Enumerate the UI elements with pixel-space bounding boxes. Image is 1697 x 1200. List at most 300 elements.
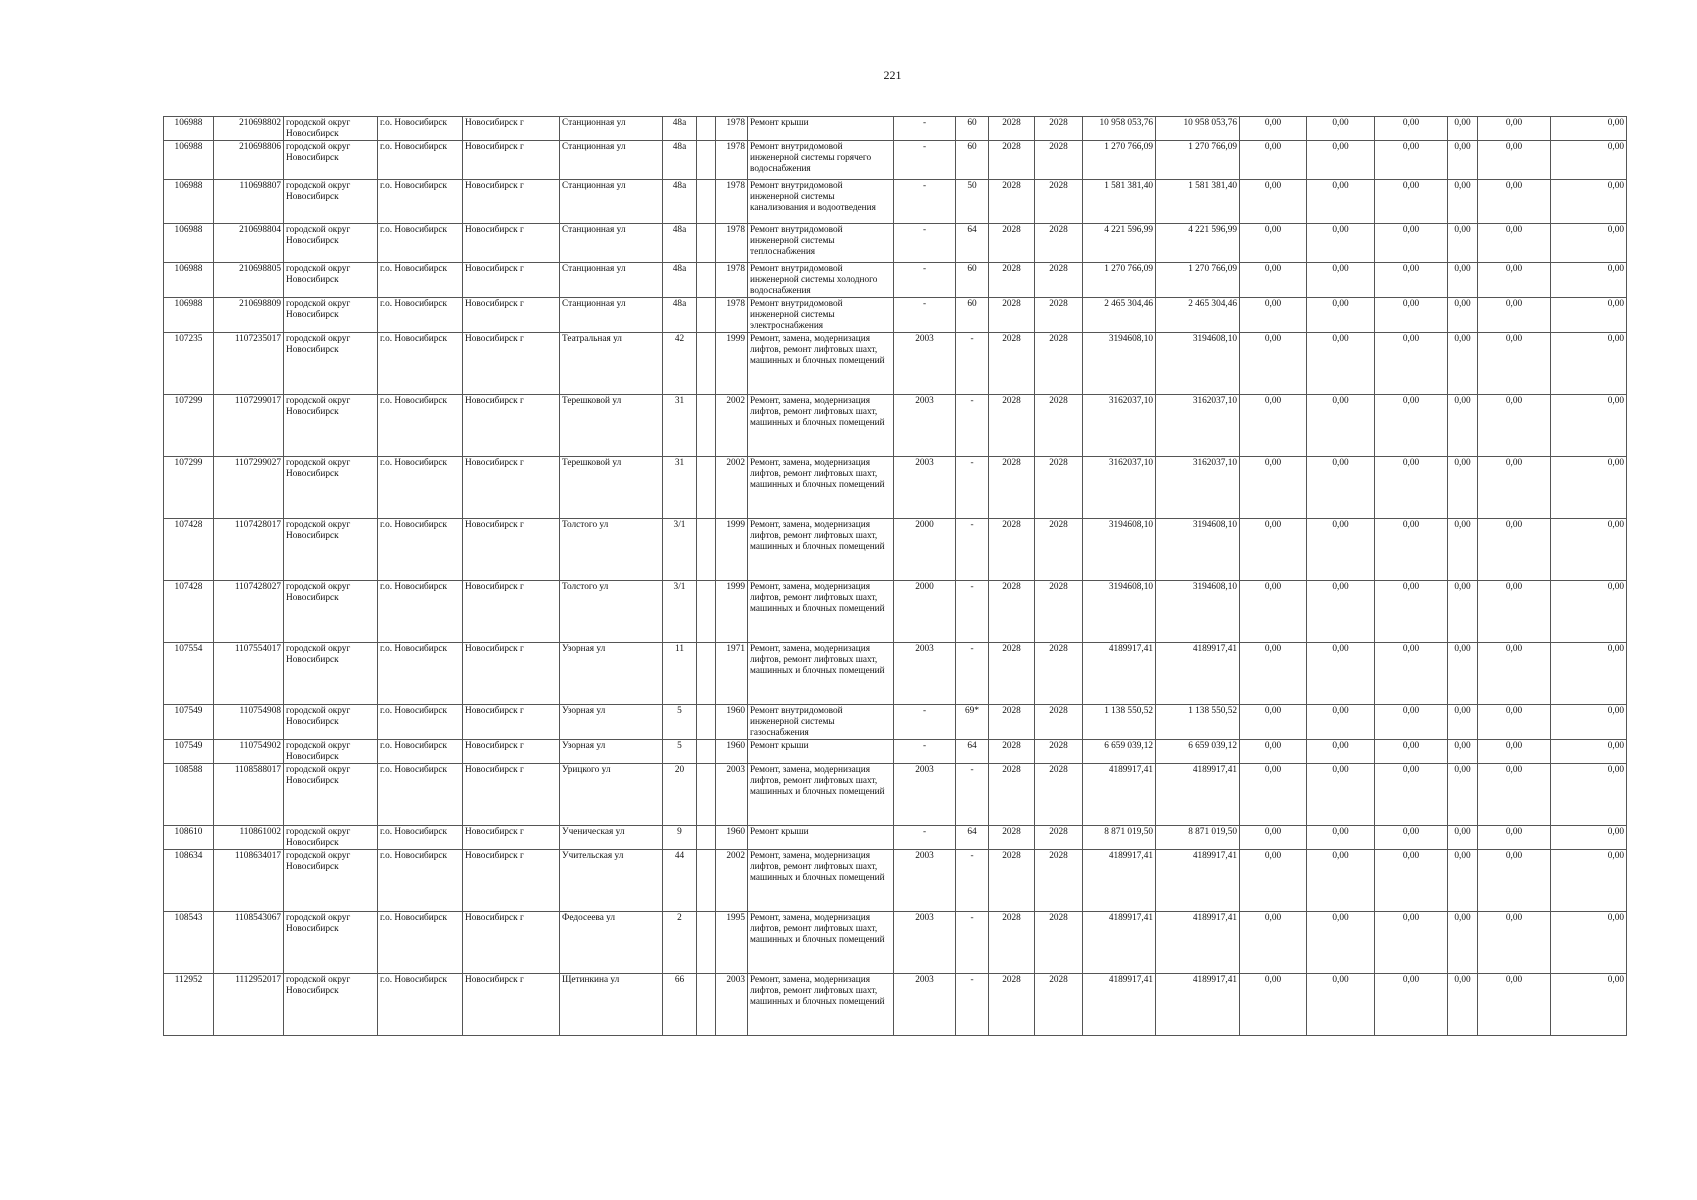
build-year-cell: 1971	[716, 643, 748, 705]
house-number-cell: 42	[663, 333, 697, 395]
house-id-cell: 106988	[164, 224, 214, 263]
fund-4-cell: 0,00	[1448, 740, 1478, 764]
city-cell: Новосибирск г	[463, 141, 560, 180]
fund-1-cell: 0,00	[1240, 141, 1307, 180]
fund-6-cell: 0,00	[1551, 740, 1627, 764]
regional-fund-cell: 6 659 039,12	[1156, 740, 1240, 764]
house-number-cell: 20	[663, 764, 697, 826]
fund-5-cell: 0,00	[1478, 740, 1551, 764]
work-code-cell: 210698806	[214, 141, 284, 180]
street-cell: Федосеева ул	[560, 912, 663, 974]
street-cell: Станционная ул	[560, 263, 663, 298]
municipality-cell: городской округ Новосибирск	[284, 117, 378, 141]
build-year-cell: 1960	[716, 705, 748, 740]
last-repair-year-cell: -	[894, 180, 956, 224]
total-cost-cell: 8 871 019,50	[1083, 826, 1156, 850]
regional-fund-cell: 1 138 550,52	[1156, 705, 1240, 740]
last-repair-year-cell: 2000	[894, 519, 956, 581]
city-cell: Новосибирск г	[463, 826, 560, 850]
total-cost-cell: 3194608,10	[1083, 333, 1156, 395]
plan-end-year-cell: 2028	[1035, 850, 1083, 912]
building-cell	[697, 395, 716, 457]
street-cell: Станционная ул	[560, 180, 663, 224]
city-cell: Новосибирск г	[463, 643, 560, 705]
fund-1-cell: 0,00	[1240, 974, 1307, 1036]
wear-percent-cell: -	[956, 764, 989, 826]
regional-fund-cell: 4 221 596,99	[1156, 224, 1240, 263]
plan-end-year-cell: 2028	[1035, 974, 1083, 1036]
work-code-cell: 1107235017	[214, 333, 284, 395]
fund-3-cell: 0,00	[1375, 581, 1448, 643]
settlement-cell: г.о. Новосибирск	[378, 298, 463, 333]
settlement-cell: г.о. Новосибирск	[378, 974, 463, 1036]
settlement-cell: г.о. Новосибирск	[378, 643, 463, 705]
city-cell: Новосибирск г	[463, 263, 560, 298]
build-year-cell: 1999	[716, 333, 748, 395]
plan-end-year-cell: 2028	[1035, 180, 1083, 224]
settlement-cell: г.о. Новосибирск	[378, 457, 463, 519]
fund-6-cell: 0,00	[1551, 263, 1627, 298]
plan-start-year-cell: 2028	[989, 581, 1035, 643]
wear-percent-cell: 50	[956, 180, 989, 224]
build-year-cell: 1978	[716, 263, 748, 298]
plan-start-year-cell: 2028	[989, 705, 1035, 740]
house-number-cell: 2	[663, 912, 697, 974]
regional-fund-cell: 3194608,10	[1156, 581, 1240, 643]
street-cell: Узорная ул	[560, 705, 663, 740]
fund-5-cell: 0,00	[1478, 117, 1551, 141]
build-year-cell: 1960	[716, 740, 748, 764]
fund-1-cell: 0,00	[1240, 826, 1307, 850]
plan-start-year-cell: 2028	[989, 457, 1035, 519]
plan-end-year-cell: 2028	[1035, 912, 1083, 974]
regional-fund-cell: 3194608,10	[1156, 333, 1240, 395]
last-repair-year-cell: 2003	[894, 764, 956, 826]
total-cost-cell: 4189917,41	[1083, 850, 1156, 912]
plan-end-year-cell: 2028	[1035, 298, 1083, 333]
total-cost-cell: 10 958 053,76	[1083, 117, 1156, 141]
work-code-cell: 110698807	[214, 180, 284, 224]
house-number-cell: 48а	[663, 180, 697, 224]
work-type-cell: Ремонт, замена, модернизация лифтов, ремонт лифтовых шахт, машинных и блочных помещений	[748, 912, 894, 974]
municipality-cell: городской округ Новосибирск	[284, 764, 378, 826]
street-cell: Щетинкина ул	[560, 974, 663, 1036]
settlement-cell: г.о. Новосибирск	[378, 581, 463, 643]
fund-2-cell: 0,00	[1307, 395, 1375, 457]
build-year-cell: 1999	[716, 519, 748, 581]
municipality-cell: городской округ Новосибирск	[284, 974, 378, 1036]
house-number-cell: 48а	[663, 117, 697, 141]
house-number-cell: 11	[663, 643, 697, 705]
fund-1-cell: 0,00	[1240, 581, 1307, 643]
last-repair-year-cell: -	[894, 141, 956, 180]
work-type-cell: Ремонт, замена, модернизация лифтов, ремонт лифтовых шахт, машинных и блочных помещений	[748, 764, 894, 826]
last-repair-year-cell: -	[894, 298, 956, 333]
fund-4-cell: 0,00	[1448, 912, 1478, 974]
fund-1-cell: 0,00	[1240, 117, 1307, 141]
house-number-cell: 3/1	[663, 581, 697, 643]
work-code-cell: 210698809	[214, 298, 284, 333]
municipality-cell: городской округ Новосибирск	[284, 581, 378, 643]
regional-fund-cell: 8 871 019,50	[1156, 826, 1240, 850]
house-id-cell: 106988	[164, 298, 214, 333]
fund-5-cell: 0,00	[1478, 224, 1551, 263]
house-number-cell: 9	[663, 826, 697, 850]
work-code-cell: 1108588017	[214, 764, 284, 826]
plan-start-year-cell: 2028	[989, 643, 1035, 705]
work-code-cell: 1107428017	[214, 519, 284, 581]
street-cell: Станционная ул	[560, 141, 663, 180]
fund-2-cell: 0,00	[1307, 764, 1375, 826]
plan-start-year-cell: 2028	[989, 298, 1035, 333]
work-type-cell: Ремонт внутридомовой инженерной системы электроснабжения	[748, 298, 894, 333]
work-type-cell: Ремонт внутридомовой инженерной системы теплоснабжения	[748, 224, 894, 263]
house-number-cell: 48а	[663, 263, 697, 298]
last-repair-year-cell: -	[894, 826, 956, 850]
table-row	[164, 581, 1627, 643]
street-cell: Толстого ул	[560, 581, 663, 643]
work-type-cell: Ремонт, замена, модернизация лифтов, ремонт лифтовых шахт, машинных и блочных помещений	[748, 643, 894, 705]
fund-3-cell: 0,00	[1375, 263, 1448, 298]
city-cell: Новосибирск г	[463, 117, 560, 141]
building-cell	[697, 912, 716, 974]
settlement-cell: г.о. Новосибирск	[378, 395, 463, 457]
wear-percent-cell: -	[956, 974, 989, 1036]
municipality-cell: городской округ Новосибирск	[284, 298, 378, 333]
plan-start-year-cell: 2028	[989, 850, 1035, 912]
fund-6-cell: 0,00	[1551, 705, 1627, 740]
work-code-cell: 1107299027	[214, 457, 284, 519]
plan-start-year-cell: 2028	[989, 263, 1035, 298]
plan-start-year-cell: 2028	[989, 333, 1035, 395]
house-id-cell: 108634	[164, 850, 214, 912]
table-row	[164, 298, 1627, 333]
table-row	[164, 705, 1627, 740]
fund-1-cell: 0,00	[1240, 850, 1307, 912]
fund-2-cell: 0,00	[1307, 141, 1375, 180]
last-repair-year-cell: 2003	[894, 912, 956, 974]
building-cell	[697, 974, 716, 1036]
fund-1-cell: 0,00	[1240, 263, 1307, 298]
house-id-cell: 107549	[164, 740, 214, 764]
fund-2-cell: 0,00	[1307, 519, 1375, 581]
fund-1-cell: 0,00	[1240, 740, 1307, 764]
fund-5-cell: 0,00	[1478, 180, 1551, 224]
city-cell: Новосибирск г	[463, 224, 560, 263]
total-cost-cell: 1 138 550,52	[1083, 705, 1156, 740]
fund-6-cell: 0,00	[1551, 298, 1627, 333]
house-number-cell: 66	[663, 974, 697, 1036]
fund-4-cell: 0,00	[1448, 395, 1478, 457]
fund-2-cell: 0,00	[1307, 705, 1375, 740]
municipality-cell: городской округ Новосибирск	[284, 705, 378, 740]
fund-2-cell: 0,00	[1307, 643, 1375, 705]
fund-3-cell: 0,00	[1375, 117, 1448, 141]
house-id-cell: 107299	[164, 457, 214, 519]
fund-1-cell: 0,00	[1240, 180, 1307, 224]
wear-percent-cell: -	[956, 457, 989, 519]
wear-percent-cell: 60	[956, 298, 989, 333]
settlement-cell: г.о. Новосибирск	[378, 764, 463, 826]
settlement-cell: г.о. Новосибирск	[378, 740, 463, 764]
settlement-cell: г.о. Новосибирск	[378, 117, 463, 141]
table-row	[164, 764, 1627, 826]
fund-5-cell: 0,00	[1478, 333, 1551, 395]
fund-4-cell: 0,00	[1448, 333, 1478, 395]
table-row	[164, 912, 1627, 974]
work-type-cell: Ремонт внутридомовой инженерной системы канализования и водоотведения	[748, 180, 894, 224]
build-year-cell: 2003	[716, 764, 748, 826]
table-row	[164, 263, 1627, 298]
street-cell: Станционная ул	[560, 224, 663, 263]
fund-2-cell: 0,00	[1307, 850, 1375, 912]
city-cell: Новосибирск г	[463, 180, 560, 224]
work-type-cell: Ремонт внутридомовой инженерной системы горячего водоснабжения	[748, 141, 894, 180]
settlement-cell: г.о. Новосибирск	[378, 333, 463, 395]
fund-4-cell: 0,00	[1448, 850, 1478, 912]
table-row	[164, 180, 1627, 224]
city-cell: Новосибирск г	[463, 912, 560, 974]
municipality-cell: городской округ Новосибирск	[284, 457, 378, 519]
plan-start-year-cell: 2028	[989, 519, 1035, 581]
city-cell: Новосибирск г	[463, 333, 560, 395]
plan-end-year-cell: 2028	[1035, 457, 1083, 519]
fund-6-cell: 0,00	[1551, 180, 1627, 224]
work-type-cell: Ремонт, замена, модернизация лифтов, ремонт лифтовых шахт, машинных и блочных помещений	[748, 850, 894, 912]
work-type-cell: Ремонт внутридомовой инженерной системы холодного водоснабжения	[748, 263, 894, 298]
fund-3-cell: 0,00	[1375, 141, 1448, 180]
settlement-cell: г.о. Новосибирск	[378, 141, 463, 180]
plan-end-year-cell: 2028	[1035, 333, 1083, 395]
fund-3-cell: 0,00	[1375, 298, 1448, 333]
work-type-cell: Ремонт, замена, модернизация лифтов, ремонт лифтовых шахт, машинных и блочных помещений	[748, 581, 894, 643]
plan-start-year-cell: 2028	[989, 117, 1035, 141]
fund-3-cell: 0,00	[1375, 705, 1448, 740]
municipality-cell: городской округ Новосибирск	[284, 912, 378, 974]
regional-fund-cell: 3162037,10	[1156, 457, 1240, 519]
municipality-cell: городской округ Новосибирск	[284, 224, 378, 263]
build-year-cell: 1978	[716, 224, 748, 263]
fund-6-cell: 0,00	[1551, 850, 1627, 912]
total-cost-cell: 3162037,10	[1083, 457, 1156, 519]
regional-fund-cell: 3162037,10	[1156, 395, 1240, 457]
street-cell: Узорная ул	[560, 643, 663, 705]
wear-percent-cell: -	[956, 643, 989, 705]
fund-5-cell: 0,00	[1478, 974, 1551, 1036]
building-cell	[697, 705, 716, 740]
total-cost-cell: 2 465 304,46	[1083, 298, 1156, 333]
city-cell: Новосибирск г	[463, 298, 560, 333]
plan-start-year-cell: 2028	[989, 224, 1035, 263]
street-cell: Учительская ул	[560, 850, 663, 912]
fund-4-cell: 0,00	[1448, 826, 1478, 850]
fund-1-cell: 0,00	[1240, 643, 1307, 705]
fund-4-cell: 0,00	[1448, 298, 1478, 333]
work-code-cell: 110754908	[214, 705, 284, 740]
build-year-cell: 2002	[716, 395, 748, 457]
total-cost-cell: 1 581 381,40	[1083, 180, 1156, 224]
building-cell	[697, 117, 716, 141]
fund-1-cell: 0,00	[1240, 912, 1307, 974]
fund-5-cell: 0,00	[1478, 826, 1551, 850]
building-cell	[697, 581, 716, 643]
last-repair-year-cell: -	[894, 705, 956, 740]
settlement-cell: г.о. Новосибирск	[378, 263, 463, 298]
plan-start-year-cell: 2028	[989, 141, 1035, 180]
wear-percent-cell: -	[956, 581, 989, 643]
regional-fund-cell: 4189917,41	[1156, 643, 1240, 705]
work-code-cell: 1107554017	[214, 643, 284, 705]
house-id-cell: 106988	[164, 180, 214, 224]
fund-5-cell: 0,00	[1478, 643, 1551, 705]
city-cell: Новосибирск г	[463, 705, 560, 740]
work-code-cell: 1107299017	[214, 395, 284, 457]
build-year-cell: 1960	[716, 826, 748, 850]
building-cell	[697, 333, 716, 395]
city-cell: Новосибирск г	[463, 740, 560, 764]
last-repair-year-cell: 2003	[894, 974, 956, 1036]
house-id-cell: 106988	[164, 263, 214, 298]
building-cell	[697, 519, 716, 581]
fund-6-cell: 0,00	[1551, 974, 1627, 1036]
building-cell	[697, 850, 716, 912]
regional-fund-cell: 4189917,41	[1156, 764, 1240, 826]
fund-4-cell: 0,00	[1448, 224, 1478, 263]
fund-6-cell: 0,00	[1551, 826, 1627, 850]
municipality-cell: городской округ Новосибирск	[284, 263, 378, 298]
fund-2-cell: 0,00	[1307, 581, 1375, 643]
regional-fund-cell: 10 958 053,76	[1156, 117, 1240, 141]
table-row	[164, 643, 1627, 705]
work-code-cell: 110861002	[214, 826, 284, 850]
last-repair-year-cell: 2003	[894, 395, 956, 457]
street-cell: Станционная ул	[560, 117, 663, 141]
regional-fund-cell: 4189917,41	[1156, 850, 1240, 912]
fund-6-cell: 0,00	[1551, 643, 1627, 705]
fund-3-cell: 0,00	[1375, 333, 1448, 395]
table-row	[164, 224, 1627, 263]
building-cell	[697, 764, 716, 826]
last-repair-year-cell: -	[894, 117, 956, 141]
street-cell: Толстого ул	[560, 519, 663, 581]
house-id-cell: 108543	[164, 912, 214, 974]
house-id-cell: 107554	[164, 643, 214, 705]
fund-1-cell: 0,00	[1240, 519, 1307, 581]
building-cell	[697, 141, 716, 180]
house-id-cell: 112952	[164, 974, 214, 1036]
fund-2-cell: 0,00	[1307, 912, 1375, 974]
total-cost-cell: 4189917,41	[1083, 974, 1156, 1036]
work-code-cell: 1108634017	[214, 850, 284, 912]
fund-6-cell: 0,00	[1551, 519, 1627, 581]
fund-2-cell: 0,00	[1307, 457, 1375, 519]
building-cell	[697, 298, 716, 333]
house-id-cell: 107549	[164, 705, 214, 740]
fund-1-cell: 0,00	[1240, 395, 1307, 457]
fund-4-cell: 0,00	[1448, 974, 1478, 1036]
house-number-cell: 3/1	[663, 519, 697, 581]
plan-start-year-cell: 2028	[989, 395, 1035, 457]
regional-fund-cell: 4189917,41	[1156, 974, 1240, 1036]
municipality-cell: городской округ Новосибирск	[284, 740, 378, 764]
regional-fund-cell: 1 581 381,40	[1156, 180, 1240, 224]
regional-fund-cell: 1 270 766,09	[1156, 263, 1240, 298]
settlement-cell: г.о. Новосибирск	[378, 912, 463, 974]
fund-4-cell: 0,00	[1448, 117, 1478, 141]
total-cost-cell: 1 270 766,09	[1083, 141, 1156, 180]
building-cell	[697, 643, 716, 705]
street-cell: Терешковой ул	[560, 457, 663, 519]
wear-percent-cell: 60	[956, 263, 989, 298]
fund-1-cell: 0,00	[1240, 457, 1307, 519]
fund-1-cell: 0,00	[1240, 764, 1307, 826]
municipality-cell: городской округ Новосибирск	[284, 850, 378, 912]
fund-5-cell: 0,00	[1478, 141, 1551, 180]
city-cell: Новосибирск г	[463, 395, 560, 457]
table-row	[164, 740, 1627, 764]
house-number-cell: 48а	[663, 141, 697, 180]
wear-percent-cell: -	[956, 519, 989, 581]
total-cost-cell: 3194608,10	[1083, 581, 1156, 643]
table-row	[164, 117, 1627, 141]
plan-end-year-cell: 2028	[1035, 740, 1083, 764]
fund-3-cell: 0,00	[1375, 764, 1448, 826]
regional-fund-cell: 4189917,41	[1156, 912, 1240, 974]
table-row	[164, 333, 1627, 395]
fund-5-cell: 0,00	[1478, 457, 1551, 519]
build-year-cell: 1999	[716, 581, 748, 643]
total-cost-cell: 3194608,10	[1083, 519, 1156, 581]
fund-5-cell: 0,00	[1478, 764, 1551, 826]
fund-2-cell: 0,00	[1307, 180, 1375, 224]
fund-2-cell: 0,00	[1307, 224, 1375, 263]
last-repair-year-cell: -	[894, 740, 956, 764]
fund-4-cell: 0,00	[1448, 643, 1478, 705]
total-cost-cell: 4 221 596,99	[1083, 224, 1156, 263]
house-number-cell: 48а	[663, 298, 697, 333]
fund-6-cell: 0,00	[1551, 581, 1627, 643]
fund-5-cell: 0,00	[1478, 298, 1551, 333]
fund-5-cell: 0,00	[1478, 581, 1551, 643]
fund-4-cell: 0,00	[1448, 457, 1478, 519]
house-number-cell: 44	[663, 850, 697, 912]
city-cell: Новосибирск г	[463, 581, 560, 643]
fund-5-cell: 0,00	[1478, 705, 1551, 740]
house-id-cell: 108588	[164, 764, 214, 826]
fund-5-cell: 0,00	[1478, 519, 1551, 581]
settlement-cell: г.о. Новосибирск	[378, 180, 463, 224]
plan-end-year-cell: 2028	[1035, 581, 1083, 643]
fund-4-cell: 0,00	[1448, 519, 1478, 581]
fund-5-cell: 0,00	[1478, 850, 1551, 912]
fund-6-cell: 0,00	[1551, 764, 1627, 826]
last-repair-year-cell: 2003	[894, 333, 956, 395]
work-type-cell: Ремонт крыши	[748, 740, 894, 764]
city-cell: Новосибирск г	[463, 850, 560, 912]
wear-percent-cell: 64	[956, 826, 989, 850]
fund-3-cell: 0,00	[1375, 912, 1448, 974]
build-year-cell: 1978	[716, 117, 748, 141]
fund-6-cell: 0,00	[1551, 395, 1627, 457]
total-cost-cell: 4189917,41	[1083, 643, 1156, 705]
fund-6-cell: 0,00	[1551, 224, 1627, 263]
municipality-cell: городской округ Новосибирск	[284, 826, 378, 850]
wear-percent-cell: 60	[956, 117, 989, 141]
municipality-cell: городской округ Новосибирск	[284, 643, 378, 705]
settlement-cell: г.о. Новосибирск	[378, 705, 463, 740]
plan-end-year-cell: 2028	[1035, 395, 1083, 457]
work-code-cell: 210698805	[214, 263, 284, 298]
